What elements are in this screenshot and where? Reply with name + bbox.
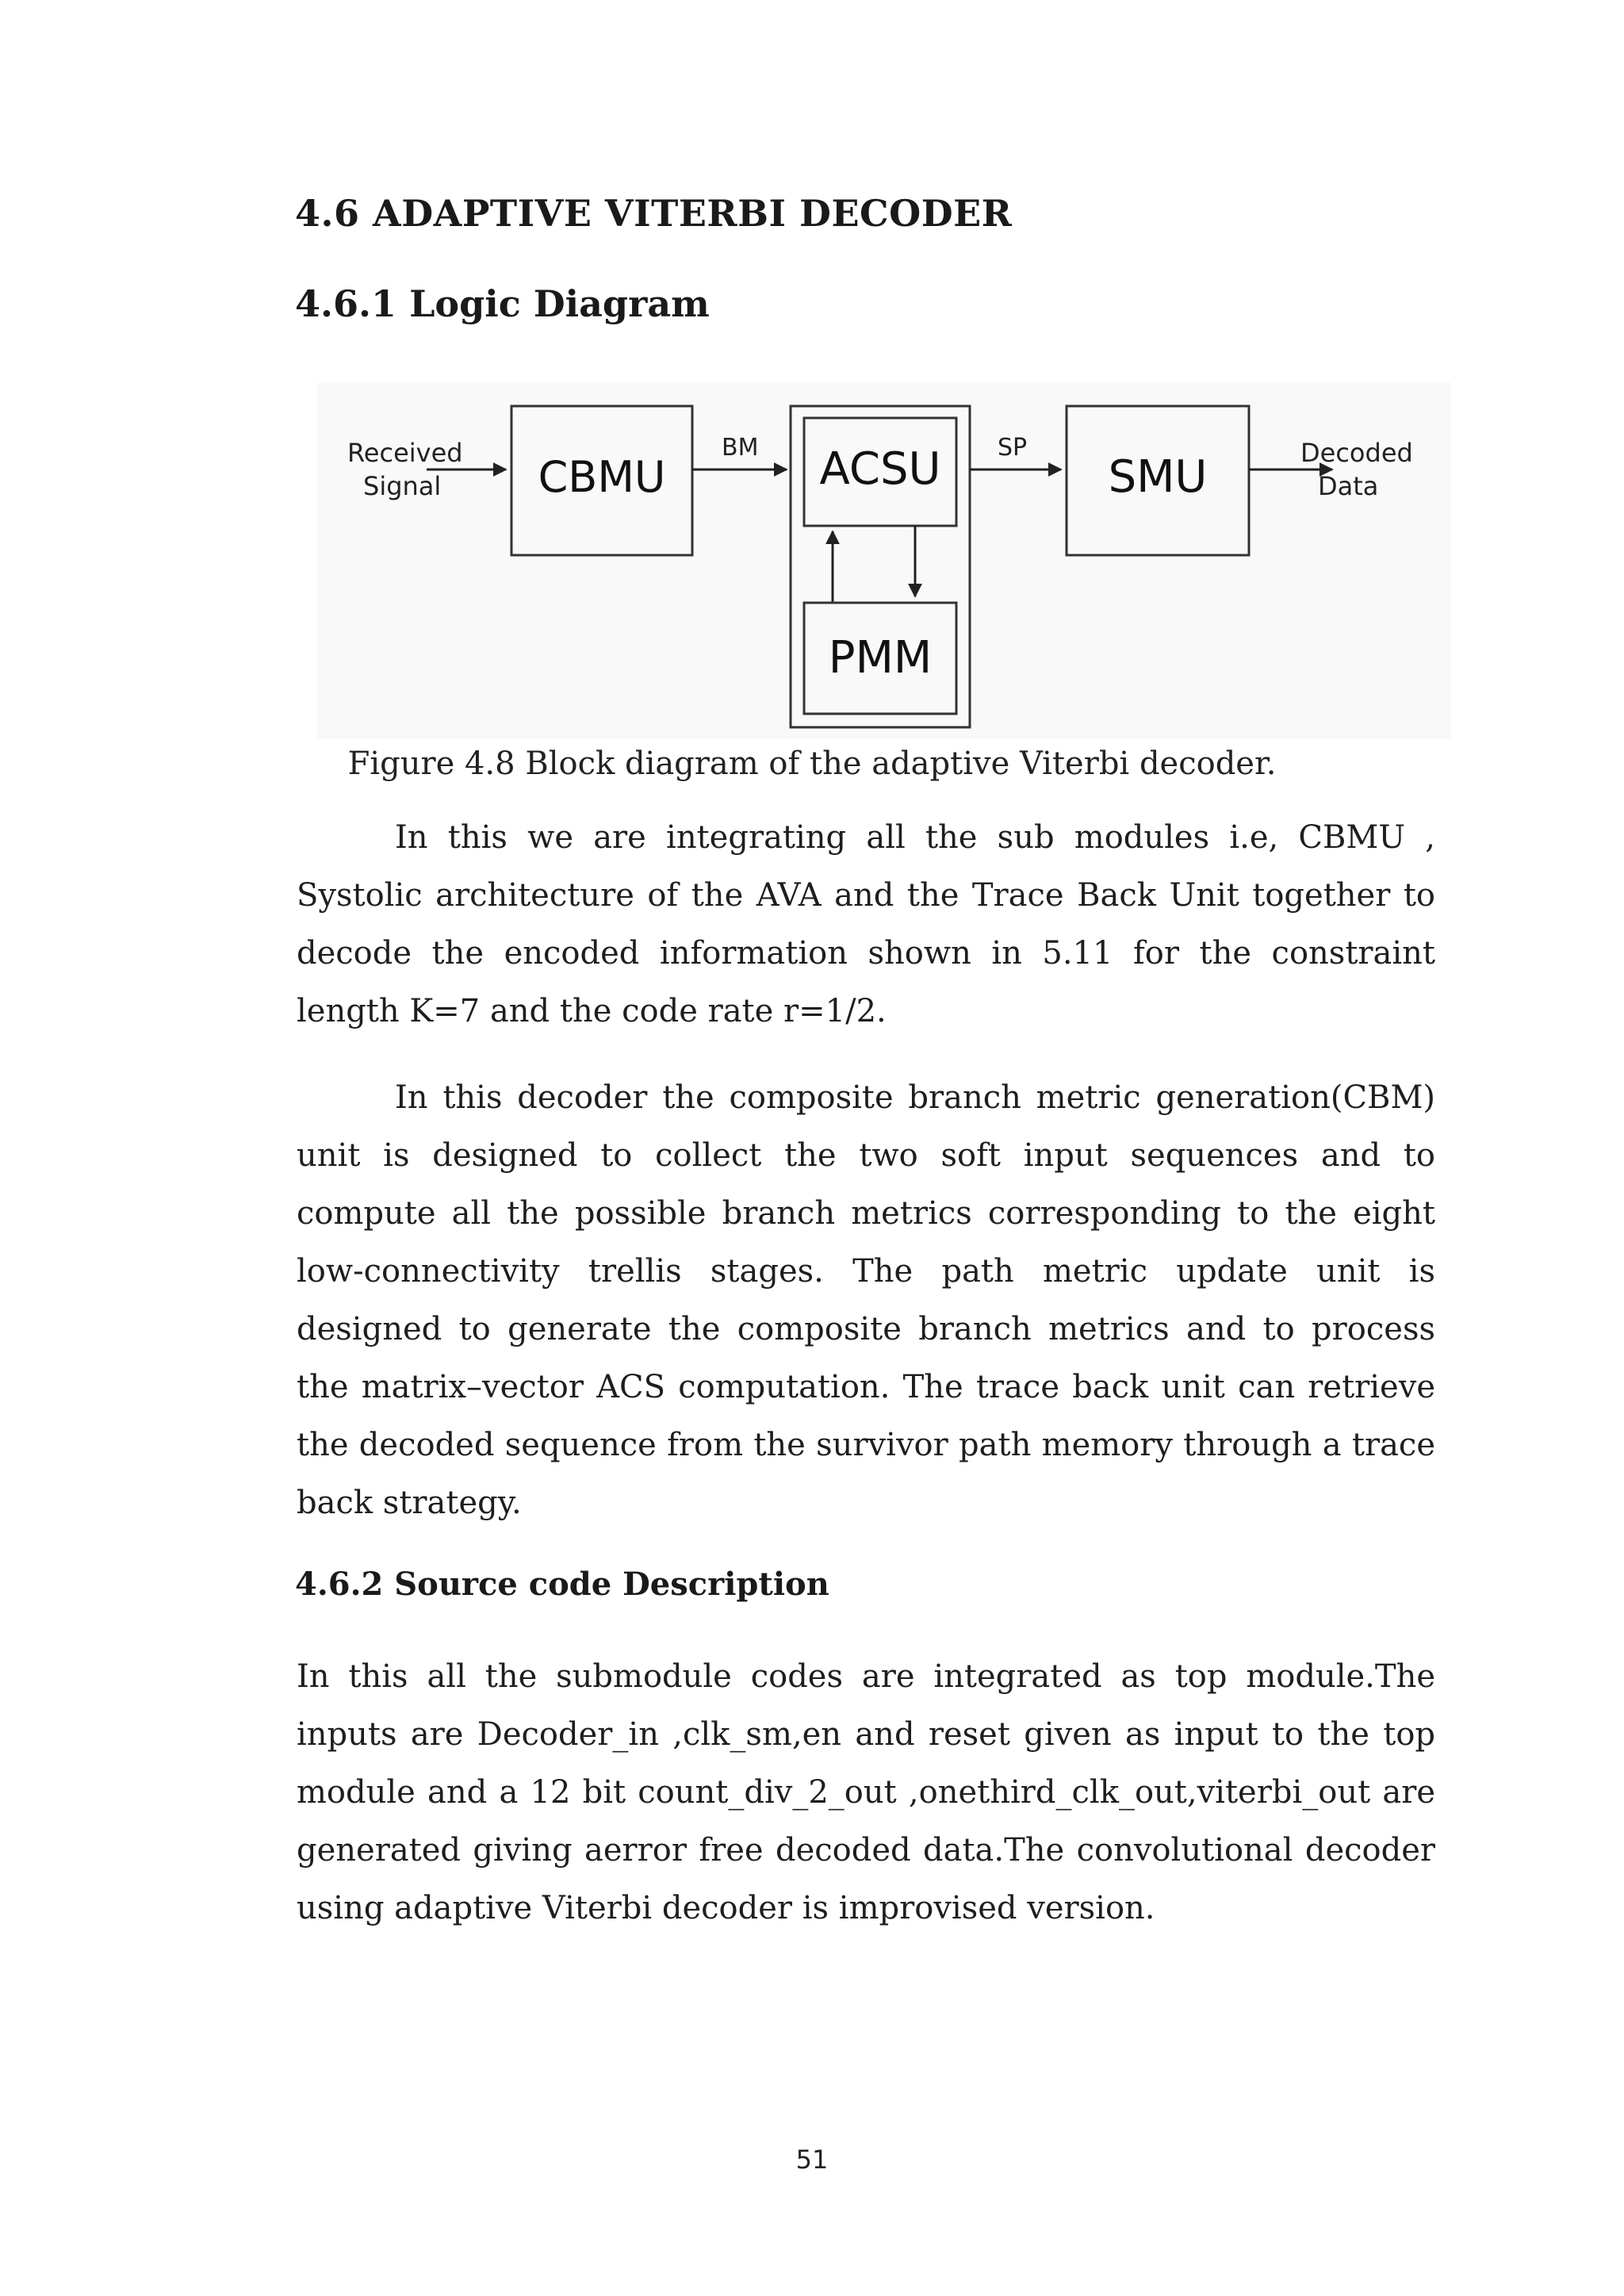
block-diagram (317, 382, 1451, 739)
bm-label: BM (722, 434, 759, 462)
pmm-label: PMM (828, 632, 933, 684)
sp-label: SP (998, 434, 1028, 462)
paragraph-decoder-description: In this decoder the composite branch metric generation(CBM) unit is designed to collect the two soft input sequences and to compute all the possible branch metrics corresponding to the eight low-connectivity trellis stages. The path metric update unit is designed to generate the composite branch metrics and to process the matrix–vector ACS computation. The trace back unit can retrieve the decoded sequence from the survivor path memory through a trace back strategy. (297, 1079, 1435, 1521)
subsection-heading-source-code: 4.6.2 Source code Description (295, 1566, 829, 1603)
paragraph-source-code: In this all the submodule codes are integrated as top module.The inputs are Decoder_in ,clk_sm,en and reset given as input to the top module and a 12 bit count_div_2_out ,onethird_clk_out,viterbi_out are generated giving aerror free decoded data.The convolutional decoder using adaptive Viterbi decoder is improvised version. (297, 1658, 1435, 1926)
figure-caption: Figure 4.8 Block diagram of the adaptive Viterbi decoder. (347, 746, 1277, 782)
smu-label: SMU (1108, 451, 1208, 503)
decoded-data-label-1: Decoded (1300, 438, 1413, 468)
acsu-label: ACSU (819, 443, 941, 495)
subsection-heading-logic-diagram: 4.6.1 Logic Diagram (295, 282, 710, 325)
section-heading: 4.6 ADAPTIVE VITERBI DECODER (295, 192, 1013, 235)
decoded-data-label-2: Data (1318, 471, 1379, 501)
page-number: 51 (795, 2145, 829, 2175)
paragraph-integration: In this we are integrating all the sub modules i.e, CBMU , Systolic architecture of the AVA and the Trace Back Unit together to decode the encoded information shown in 5.11 for the constraint length K=7 and the code rate r=1/2. (297, 819, 1435, 1029)
received-signal-label-2: Signal (363, 471, 442, 501)
received-signal-label-1: Received (347, 438, 463, 468)
cbmu-label: CBMU (538, 452, 666, 502)
